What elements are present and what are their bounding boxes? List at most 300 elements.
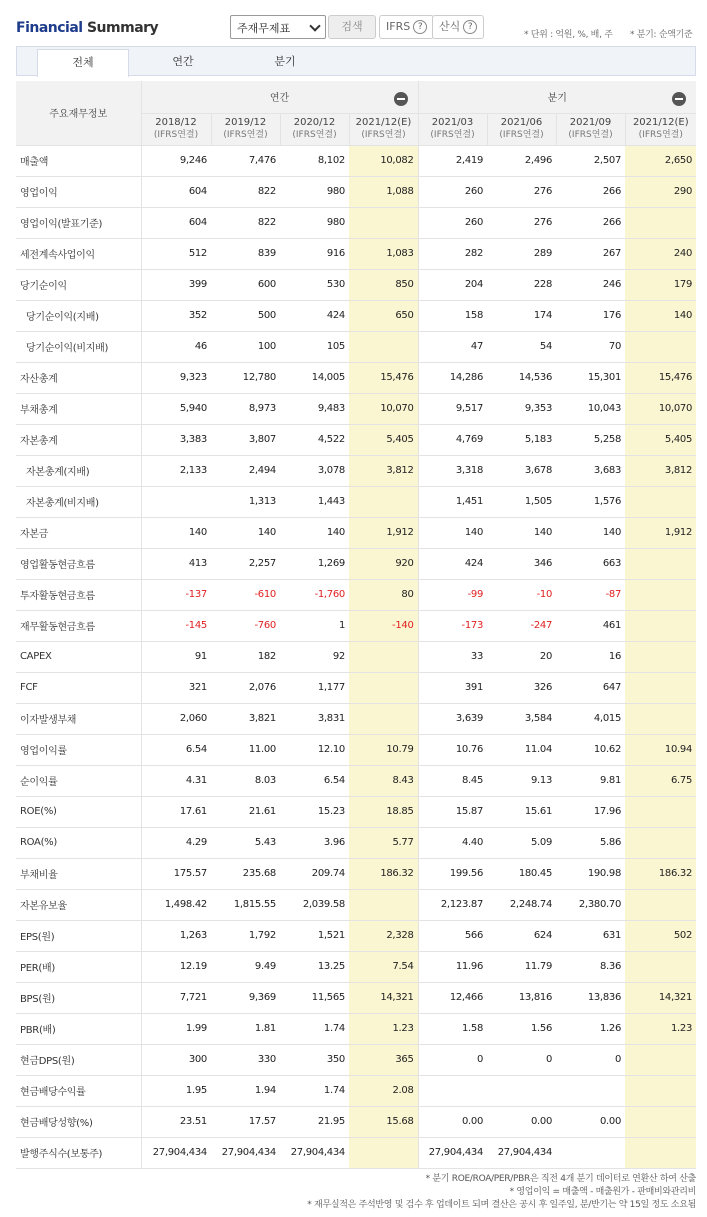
table-cell: 12,466: [418, 982, 487, 1013]
table-cell: 12.10: [280, 734, 349, 765]
table-cell: 2.08: [349, 1075, 418, 1106]
table-row: [16, 269, 696, 300]
table-cell: 27,904,434: [141, 1137, 211, 1168]
table-cell: -1,760: [280, 579, 349, 610]
table-cell: 33: [418, 641, 487, 672]
table-cell: 10,082: [349, 145, 418, 176]
table-cell: 822: [211, 176, 280, 207]
table-row: [16, 207, 696, 238]
table-cell: 2,257: [211, 548, 280, 579]
column-header: [280, 113, 349, 145]
table-cell: 7.54: [349, 951, 418, 982]
table-cell: 624: [487, 920, 556, 951]
table-row: [16, 145, 696, 176]
table-cell: 1.81: [211, 1013, 280, 1044]
collapse-annual-icon[interactable]: [394, 92, 408, 106]
table-cell: 1,263: [141, 920, 211, 951]
table-cell: 9,323: [141, 362, 211, 393]
table-row: [16, 579, 696, 610]
table-cell: 1,313: [211, 486, 280, 517]
table-body: [16, 145, 696, 1168]
table-cell: [349, 672, 418, 703]
table-cell: 14,286: [418, 362, 487, 393]
table-cell: 1,815.55: [211, 889, 280, 920]
row-label: 자산총계: [16, 362, 141, 393]
table-cell: 21.95: [280, 1106, 349, 1137]
table-cell: [625, 641, 696, 672]
annual-group-header: [141, 81, 418, 113]
column-basis: (IFRS연결): [361, 130, 406, 140]
table-cell: [625, 610, 696, 641]
table-cell: 23.51: [141, 1106, 211, 1137]
column-header: [556, 113, 625, 145]
table-cell: 604: [141, 207, 211, 238]
table-cell: -87: [556, 579, 625, 610]
table-cell: 3,807: [211, 424, 280, 455]
table-cell: 11.04: [487, 734, 556, 765]
table-cell: 27,904,434: [280, 1137, 349, 1168]
table-cell: 17.57: [211, 1106, 280, 1137]
table-cell: 14,536: [487, 362, 556, 393]
table-cell: 850: [349, 269, 418, 300]
table-cell: 1.74: [280, 1075, 349, 1106]
table-cell: -137: [141, 579, 211, 610]
table-row: [16, 331, 696, 362]
table-cell: 980: [280, 207, 349, 238]
title-summary: Summary: [86, 20, 159, 36]
row-label: PER(배): [16, 951, 141, 982]
table-cell: 91: [141, 641, 211, 672]
title-financial: Financial: [16, 20, 83, 36]
table-cell: -10: [487, 579, 556, 610]
table-cell: 1,443: [280, 486, 349, 517]
row-label: 세전계속사업이익: [16, 238, 141, 269]
table-cell: [556, 1137, 625, 1168]
table-cell: 105: [280, 331, 349, 362]
column-period: 2018/12: [155, 117, 197, 128]
table-row: [16, 796, 696, 827]
table-cell: 6.54: [141, 734, 211, 765]
table-cell: 10.79: [349, 734, 418, 765]
table-cell: 346: [487, 548, 556, 579]
table-cell: [349, 641, 418, 672]
table-cell: 0: [556, 1044, 625, 1075]
row-label: 부채비율: [16, 858, 141, 889]
table-cell: 18.85: [349, 796, 418, 827]
table-cell: 16: [556, 641, 625, 672]
table-cell: [625, 796, 696, 827]
table-cell: 2,380.70: [556, 889, 625, 920]
table-cell: 204: [418, 269, 487, 300]
table-cell: 182: [211, 641, 280, 672]
table-cell: 604: [141, 176, 211, 207]
table-row: [16, 300, 696, 331]
table-cell: 289: [487, 238, 556, 269]
table-cell: 413: [141, 548, 211, 579]
table-cell: 365: [349, 1044, 418, 1075]
table-cell: 140: [625, 300, 696, 331]
row-label: 영업이익률: [16, 734, 141, 765]
table-cell: 424: [280, 300, 349, 331]
table-cell: 3,678: [487, 455, 556, 486]
table-cell: 158: [418, 300, 487, 331]
table-cell: 1.23: [349, 1013, 418, 1044]
table-cell: 839: [211, 238, 280, 269]
table-cell: 8.03: [211, 765, 280, 796]
row-label: 매출액: [16, 145, 141, 176]
table-row: [16, 176, 696, 207]
table-cell: 3,584: [487, 703, 556, 734]
table-cell: 14,321: [625, 982, 696, 1013]
table-cell: [625, 889, 696, 920]
column-header: [211, 113, 280, 145]
table-cell: 9,517: [418, 393, 487, 424]
table-cell: 4.40: [418, 827, 487, 858]
table-cell: 5,183: [487, 424, 556, 455]
table-cell: 326: [487, 672, 556, 703]
table-cell: 9,246: [141, 145, 211, 176]
table-cell: [625, 1137, 696, 1168]
period-tabs: [16, 46, 696, 76]
table-cell: 1,451: [418, 486, 487, 517]
table-cell: 2,133: [141, 455, 211, 486]
tab-annual[interactable]: 연간: [172, 55, 194, 68]
quarter-group-label: 분기: [547, 93, 567, 105]
row-label: BPS(원): [16, 982, 141, 1013]
table-cell: 2,123.87: [418, 889, 487, 920]
table-cell: 15.87: [418, 796, 487, 827]
table-row: [16, 393, 696, 424]
table-cell: 1,498.42: [141, 889, 211, 920]
table-cell: 1,521: [280, 920, 349, 951]
table-cell: -145: [141, 610, 211, 641]
table-cell: 190.98: [556, 858, 625, 889]
table-cell: 100: [211, 331, 280, 362]
footnote: * 분기 ROE/ROA/PER/PBR은 직전 4개 분기 데이터로 연환산 하여 산출: [425, 1174, 696, 1184]
table-cell: 10,070: [349, 393, 418, 424]
table-cell: -610: [211, 579, 280, 610]
table-cell: [349, 331, 418, 362]
table-cell: 3,831: [280, 703, 349, 734]
footnote: * 영업이익 = 매출액 - 매출원가 - 판매비와관리비: [509, 1187, 696, 1197]
chevron-down-icon: [309, 20, 320, 31]
table-cell: 11,565: [280, 982, 349, 1013]
table-cell: 246: [556, 269, 625, 300]
table-cell: 1.58: [418, 1013, 487, 1044]
table-row: [16, 486, 696, 517]
table-cell: 1,083: [349, 238, 418, 269]
column-header: [625, 113, 696, 145]
column-period: 2021/03: [431, 117, 474, 128]
column-header: [487, 113, 556, 145]
table-cell: 15,476: [625, 362, 696, 393]
table-cell: 3,812: [349, 455, 418, 486]
tab-quarterly[interactable]: 분기: [274, 55, 296, 68]
row-label: 당기순이익(비지배): [16, 331, 141, 362]
table-cell: 2,496: [487, 145, 556, 176]
table-row: [16, 703, 696, 734]
table-row: [16, 362, 696, 393]
table-cell: 11.79: [487, 951, 556, 982]
table-cell: 512: [141, 238, 211, 269]
statement-type-select[interactable]: [230, 15, 326, 39]
row-header-label: 주요재무정보: [16, 81, 141, 145]
table-cell: 1.99: [141, 1013, 211, 1044]
table-cell: 15.68: [349, 1106, 418, 1137]
table-cell: [625, 1075, 696, 1106]
column-basis: (IFRS연결): [223, 130, 268, 140]
table-cell: [625, 1106, 696, 1137]
table-cell: 631: [556, 920, 625, 951]
collapse-quarter-icon[interactable]: [672, 92, 686, 106]
table-cell: [625, 1044, 696, 1075]
table-cell: 424: [418, 548, 487, 579]
table-row: [16, 1075, 696, 1106]
table-cell: 1.94: [211, 1075, 280, 1106]
table-cell: 140: [418, 517, 487, 548]
quarter-basis-note: * 분기: 순액기준: [630, 30, 693, 40]
row-label: 영업활동현금흐름: [16, 548, 141, 579]
table-cell: 9.49: [211, 951, 280, 982]
table-cell: 140: [280, 517, 349, 548]
table-cell: 4.29: [141, 827, 211, 858]
table-cell: 8.43: [349, 765, 418, 796]
row-label: EPS(원): [16, 920, 141, 951]
table-cell: 5.09: [487, 827, 556, 858]
table-cell: 10.62: [556, 734, 625, 765]
table-cell: 7,476: [211, 145, 280, 176]
help-icon: ?: [413, 20, 427, 34]
table-cell: 0: [487, 1044, 556, 1075]
row-label: 영업이익: [16, 176, 141, 207]
table-cell: 1,088: [349, 176, 418, 207]
column-header: [418, 113, 487, 145]
table-cell: 5.43: [211, 827, 280, 858]
table-cell: 3,683: [556, 455, 625, 486]
table-cell: 1,792: [211, 920, 280, 951]
table-cell: 0.00: [556, 1106, 625, 1137]
row-label: 자본총계: [16, 424, 141, 455]
column-basis: (IFRS연결): [499, 130, 544, 140]
row-label: 현금배당성향(%): [16, 1106, 141, 1137]
table-cell: 5,405: [349, 424, 418, 455]
table-cell: 4,015: [556, 703, 625, 734]
table-cell: 3,318: [418, 455, 487, 486]
table-cell: 5,258: [556, 424, 625, 455]
table-cell: 2,650: [625, 145, 696, 176]
table-cell: 140: [487, 517, 556, 548]
page-title: [16, 20, 158, 36]
table-cell: [487, 1075, 556, 1106]
table-cell: 8.45: [418, 765, 487, 796]
ifrs-help-button[interactable]: [379, 15, 434, 39]
table-cell: 13.25: [280, 951, 349, 982]
table-cell: 2,328: [349, 920, 418, 951]
table-cell: 650: [349, 300, 418, 331]
table-cell: 3,383: [141, 424, 211, 455]
table-cell: 2,507: [556, 145, 625, 176]
annual-group-label: 연간: [269, 93, 290, 105]
table-cell: 1.26: [556, 1013, 625, 1044]
table-cell: 8,102: [280, 145, 349, 176]
table-cell: 92: [280, 641, 349, 672]
table-cell: 300: [141, 1044, 211, 1075]
column-header: [349, 113, 418, 145]
table-cell: 461: [556, 610, 625, 641]
table-cell: 9.13: [487, 765, 556, 796]
table-cell: 17.96: [556, 796, 625, 827]
row-label: 영업이익(발표기준): [16, 207, 141, 238]
table-cell: 13,836: [556, 982, 625, 1013]
table-row: [16, 1106, 696, 1137]
row-label: ROE(%): [16, 796, 141, 827]
table-cell: 12.19: [141, 951, 211, 982]
formula-help-button[interactable]: [432, 15, 484, 39]
table-cell: 140: [141, 517, 211, 548]
table-cell: 530: [280, 269, 349, 300]
table-cell: 1,177: [280, 672, 349, 703]
table-cell: 179: [625, 269, 696, 300]
table-cell: 27,904,434: [211, 1137, 280, 1168]
table-cell: 47: [418, 331, 487, 362]
table-cell: 350: [280, 1044, 349, 1075]
table-cell: [141, 486, 211, 517]
table-cell: [625, 672, 696, 703]
table-cell: 21.61: [211, 796, 280, 827]
table-cell: 267: [556, 238, 625, 269]
table-cell: [625, 827, 696, 858]
table-cell: 15,476: [349, 362, 418, 393]
table-cell: 321: [141, 672, 211, 703]
table-cell: 1.23: [625, 1013, 696, 1044]
table-cell: 10,070: [625, 393, 696, 424]
table-cell: 54: [487, 331, 556, 362]
table-cell: 20: [487, 641, 556, 672]
table-cell: 266: [556, 207, 625, 238]
table-cell: 17.61: [141, 796, 211, 827]
table-cell: [349, 1137, 418, 1168]
table-cell: [625, 207, 696, 238]
table-cell: 5.86: [556, 827, 625, 858]
table-cell: [625, 951, 696, 982]
table-cell: 175.57: [141, 858, 211, 889]
row-label: FCF: [16, 672, 141, 703]
table-cell: 1,269: [280, 548, 349, 579]
table-cell: 5.77: [349, 827, 418, 858]
table-cell: 500: [211, 300, 280, 331]
table-row: [16, 1137, 696, 1168]
table-row: [16, 858, 696, 889]
row-label: ROA(%): [16, 827, 141, 858]
table-row: [16, 424, 696, 455]
table-cell: 14,321: [349, 982, 418, 1013]
table-cell: 15,301: [556, 362, 625, 393]
table-cell: 916: [280, 238, 349, 269]
table-cell: [418, 1075, 487, 1106]
table-cell: 3,078: [280, 455, 349, 486]
table-row: [16, 238, 696, 269]
table-cell: [625, 486, 696, 517]
table-cell: 5,940: [141, 393, 211, 424]
table-cell: 502: [625, 920, 696, 951]
table-cell: 174: [487, 300, 556, 331]
table-cell: 4.31: [141, 765, 211, 796]
table-cell: 276: [487, 207, 556, 238]
table-cell: 2,076: [211, 672, 280, 703]
table-row: [16, 765, 696, 796]
table-row: [16, 548, 696, 579]
table-cell: 1.74: [280, 1013, 349, 1044]
table-cell: 0.00: [418, 1106, 487, 1137]
table-cell: 209.74: [280, 858, 349, 889]
table-cell: 235.68: [211, 858, 280, 889]
table-cell: 6.75: [625, 765, 696, 796]
table-cell: 186.32: [625, 858, 696, 889]
table-cell: 80: [349, 579, 418, 610]
table-row: [16, 920, 696, 951]
column-basis: (IFRS연결): [292, 130, 337, 140]
table-cell: 3,821: [211, 703, 280, 734]
table-cell: 8,973: [211, 393, 280, 424]
row-label: 자본총계(지배): [16, 455, 141, 486]
column-header: [141, 113, 211, 145]
table-cell: 391: [418, 672, 487, 703]
column-period: 2021/09: [569, 117, 612, 128]
row-label: 현금DPS(원): [16, 1044, 141, 1075]
table-cell: 11.96: [418, 951, 487, 982]
table-cell: 260: [418, 176, 487, 207]
tab-all[interactable]: 전체: [37, 49, 129, 77]
table-cell: [556, 1075, 625, 1106]
quarter-group-header: [418, 81, 696, 113]
table-cell: 46: [141, 331, 211, 362]
table-cell: 822: [211, 207, 280, 238]
table-cell: [625, 331, 696, 362]
table-cell: 228: [487, 269, 556, 300]
table-cell: 7,721: [141, 982, 211, 1013]
row-label: 부채총계: [16, 393, 141, 424]
table-cell: 10.94: [625, 734, 696, 765]
table-cell: 0: [418, 1044, 487, 1075]
table-cell: 9,483: [280, 393, 349, 424]
row-label: 재무활동현금흐름: [16, 610, 141, 641]
table-cell: 27,904,434: [418, 1137, 487, 1168]
table-cell: 10,043: [556, 393, 625, 424]
table-cell: 186.32: [349, 858, 418, 889]
table-cell: 4,769: [418, 424, 487, 455]
table-cell: 1,912: [349, 517, 418, 548]
table-row: [16, 951, 696, 982]
column-period: 2020/12: [293, 117, 336, 128]
table-cell: 266: [556, 176, 625, 207]
table-cell: 276: [487, 176, 556, 207]
table-cell: 140: [211, 517, 280, 548]
table-cell: 4,522: [280, 424, 349, 455]
row-label: 자본금: [16, 517, 141, 548]
table-row: [16, 827, 696, 858]
table-cell: 600: [211, 269, 280, 300]
column-basis: (IFRS연결): [568, 130, 613, 140]
table-cell: 13,816: [487, 982, 556, 1013]
column-period: 2021/12(E): [355, 117, 412, 128]
table-row: [16, 982, 696, 1013]
column-basis: (IFRS연결): [638, 130, 683, 140]
row-label: 발행주식수(보통주): [16, 1137, 141, 1168]
table-cell: -247: [487, 610, 556, 641]
table-cell: [349, 703, 418, 734]
table-row: [16, 734, 696, 765]
search-button[interactable]: 검색: [328, 15, 376, 39]
